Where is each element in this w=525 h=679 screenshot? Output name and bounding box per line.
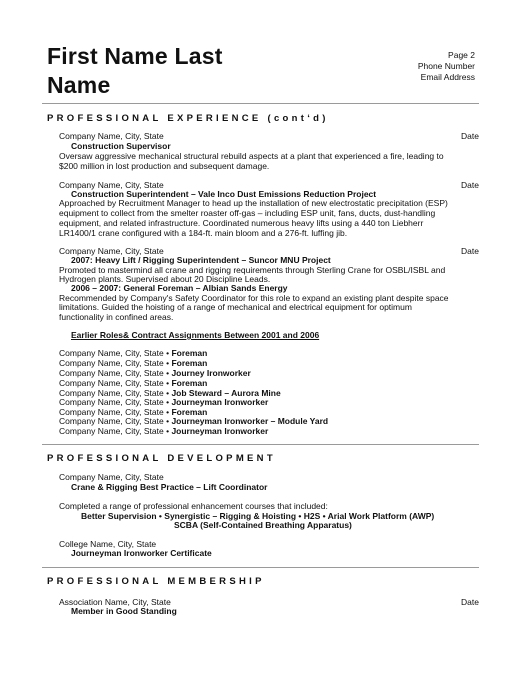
- date: Date: [461, 246, 479, 256]
- description-line: equipment to collect from the smelter roaster off-gas – including ESP unit, fans, ducts, dust-handling: [59, 208, 436, 218]
- date: Date: [461, 180, 479, 190]
- list-item: Company Name, City, State • Journey Ironworker: [59, 368, 251, 378]
- divider: [42, 103, 479, 104]
- association-line: Association Name, City, State: [59, 597, 171, 607]
- course-title: Crane & Rigging Best Practice – Lift Coordinator: [71, 482, 268, 492]
- description-line: Completed a range of professional enhancement courses that included:: [59, 501, 328, 511]
- college-line: College Name, City, State: [59, 539, 157, 549]
- page-number: Page 2: [448, 50, 475, 60]
- date: Date: [461, 131, 479, 141]
- company-line: Company Name, City, State: [59, 131, 164, 141]
- earlier-roles-heading: Earlier Roles& Contract Assignments Between 2001 and 2006: [71, 330, 320, 340]
- list-item: Company Name, City, State • Foreman: [59, 407, 208, 417]
- date: Date: [461, 597, 479, 607]
- job-title: 2006 – 2007: General Foreman – Albian Sands Energy: [71, 283, 288, 293]
- candidate-name: [47, 42, 223, 100]
- name-line-1: First Name Last: [47, 43, 223, 69]
- section-title-development: PROFESSIONAL DEVELOPMENT: [47, 453, 276, 464]
- list-item: Company Name, City, State • Job Steward – Aurora Mine: [59, 388, 281, 398]
- phone-number: Phone Number: [417, 61, 475, 71]
- course-list: SCBA (Self-Contained Breathing Apparatus): [174, 520, 352, 530]
- company-line: Company Name, City, State: [59, 246, 164, 256]
- description-line: Hydrogen plants. Supervised about 20 Discipline Leads.: [59, 274, 271, 284]
- job-title: 2007: Heavy Lift / Rigging Superintendent – Suncor MNU Project: [71, 255, 331, 265]
- divider: [42, 444, 479, 445]
- list-item: Company Name, City, State • Journeyman Ironworker: [59, 426, 269, 436]
- description-line: Promoted to mastermind all crane and rigging requirements through Sterling Crane for OSBL/ISBL and: [59, 265, 446, 275]
- description-line: $200 million in lost production and subsequent damage.: [59, 161, 270, 171]
- job-title: Construction Superintendent – Vale Inco Dust Emissions Reduction Project: [71, 189, 377, 199]
- section-title-membership: PROFESSIONAL MEMBERSHIP: [47, 576, 265, 587]
- name-line-2: Name: [47, 72, 111, 98]
- description-line: Approached by Recruitment Manager to head up the installation of new electrostatic precipitation (ESP): [59, 198, 448, 208]
- description-line: Recommended by Company's Safety Coordinator for this role to expand an existing plant despite space: [59, 293, 449, 303]
- company-line: Company Name, City, State: [59, 472, 164, 482]
- description-line: Oversaw aggressive mechanical structural rebuild aspects at a plant that experienced a fire, leading to: [59, 151, 444, 161]
- description-line: equipment, and related infrastructure. Coordinated numerous heavy lifts using a 440 ton Liebherr: [59, 218, 424, 228]
- list-item: Company Name, City, State • Journeyman Ironworker – Module Yard: [59, 416, 329, 426]
- divider: [42, 567, 479, 568]
- certificate: Journeyman Ironworker Certificate: [71, 548, 212, 558]
- job-title: Construction Supervisor: [71, 141, 171, 151]
- email-address: Email Address: [420, 72, 475, 82]
- section-title-experience: PROFESSIONAL EXPERIENCE (cont‘d): [47, 113, 329, 124]
- course-list: Better Supervision • Synergistic – Rigging & Hoisting • H2S • Arial Work Platform (AWP): [81, 511, 435, 521]
- list-item: Company Name, City, State • Foreman: [59, 378, 208, 388]
- description-line: functionality in confined areas.: [59, 312, 174, 322]
- description-line: LR1400/1 crane configured with a 184-ft. main bloom and a 276-ft. luffing jib.: [59, 228, 348, 238]
- list-item: Company Name, City, State • Foreman: [59, 358, 208, 368]
- description-line: limitations. Guided the hoisting of a range of mechanical and electrical equipment for optimum: [59, 302, 412, 312]
- membership-status: Member in Good Standing: [71, 606, 177, 616]
- list-item: Company Name, City, State • Journeyman Ironworker: [59, 397, 269, 407]
- list-item: Company Name, City, State • Foreman: [59, 348, 208, 358]
- company-line: Company Name, City, State: [59, 180, 164, 190]
- contact-block: [418, 50, 475, 83]
